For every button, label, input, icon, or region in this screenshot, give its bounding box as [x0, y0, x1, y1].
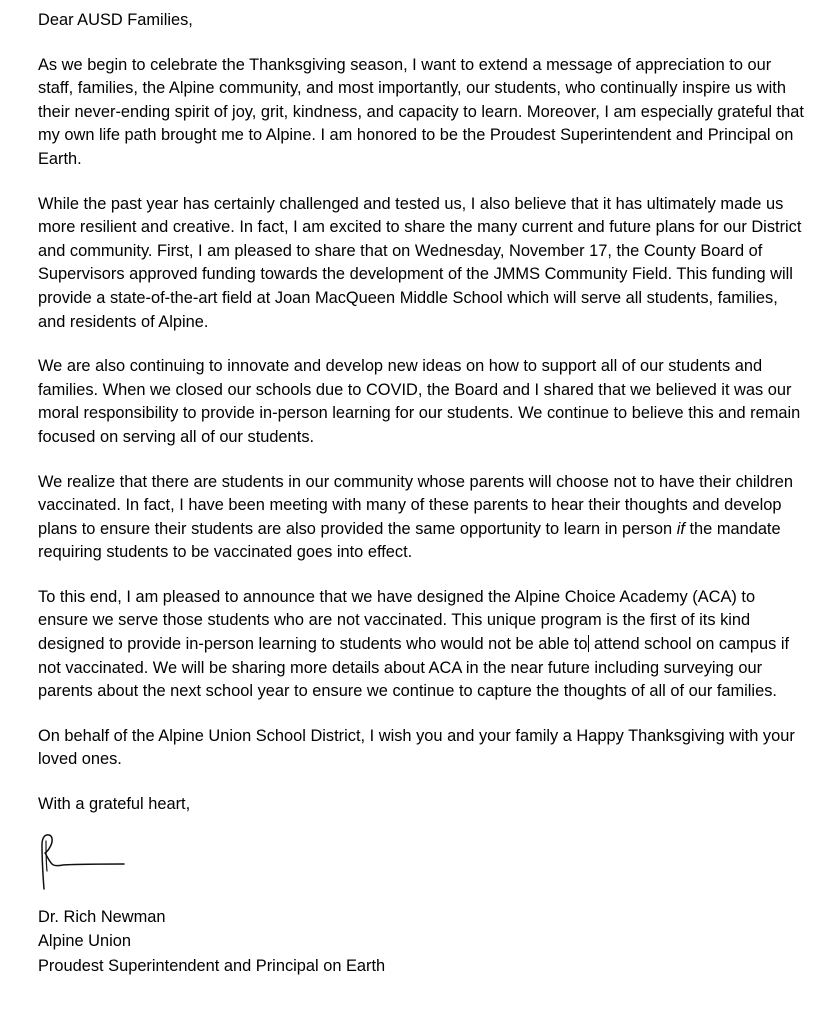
paragraph-vaccination-emphasis: if — [676, 519, 685, 538]
signer-name: Dr. Rich Newman — [38, 907, 166, 926]
paragraph-choice-academy-text-1: To this end, I am pleased to announce that we have designed the Alpine Choice Academy (ACA) to ensure we serve those students who are not vaccinated. This unique program is the first of its kind designed to provide in-person learning to students who would not be able to — [38, 587, 756, 654]
paragraph-choice-academy — [38, 586, 808, 704]
salutation: Dear AUSD Families, — [38, 11, 193, 29]
paragraph-vaccination-text-2: the mandate requiring students to be vaccinated goes into effect. — [38, 519, 781, 562]
paragraph-vaccination-text-1: We realize that there are students in our community whose parents will choose not to have their children vaccinated. In fact, I have been meeting with many of these parents to hear their thoughts and develop plans to ensure their students are also provided the same opportunity to learn in person — [38, 472, 793, 538]
signature-block — [38, 905, 808, 979]
paragraph-appreciation: As we begin to celebrate the Thanksgiving season, I want to extend a message of appreciation to our staff, families, the Alpine community, and most importantly, our students, who continually inspire us with their never-ending spirit of joy, grit, kindness, and capacity to learn. Moreover, I am especially grateful that my own life path brought me to Alpine. I am honored to be the Proudest Superintendent and Principal on Earth. — [38, 55, 804, 168]
paragraph-innovation: We are also continuing to innovate and develop new ideas on how to support all of our students and families. When we closed our schools due to COVID, the Board and I shared that we believed it was our moral responsibility to provide in-person learning for our students. We continue to believe this and remain focused on serving all of our students. — [38, 357, 801, 446]
text-cursor — [588, 635, 589, 652]
handwritten-signature — [38, 831, 128, 893]
signer-organization: Alpine Union — [38, 932, 131, 951]
signer-title: Proudest Superintendent and Principal on Earth — [38, 956, 386, 975]
paragraph-choice-academy-text-2: attend school on campus if not vaccinated. We will be sharing more details about ACA in the near future including surveying our parents about the next school year to ensure we continue to capture the thoughts of all of our families. — [38, 635, 790, 701]
letter-body — [38, 9, 808, 978]
paragraph-thanksgiving-wish: On behalf of the Alpine Union School District, I wish you and your family a Happy Thanksgiving with your loved ones. — [38, 726, 795, 769]
paragraph-vaccination — [38, 471, 808, 565]
closing-line: With a grateful heart, — [38, 795, 191, 814]
paragraph-community-field: While the past year has certainly challenged and tested us, I also believe that it has ultimately made us more resilient and creative. In fact, I am excited to share the many current and future plans for our District and community. First, I am pleased to share that on Wednesday, November 17, the County Board of Supervisors approved funding towards the development of the JMMS Community Field. This funding will provide a state-of-the-art field at Joan MacQueen Middle School which will serve all students, families, and residents of Alpine. — [38, 194, 802, 331]
